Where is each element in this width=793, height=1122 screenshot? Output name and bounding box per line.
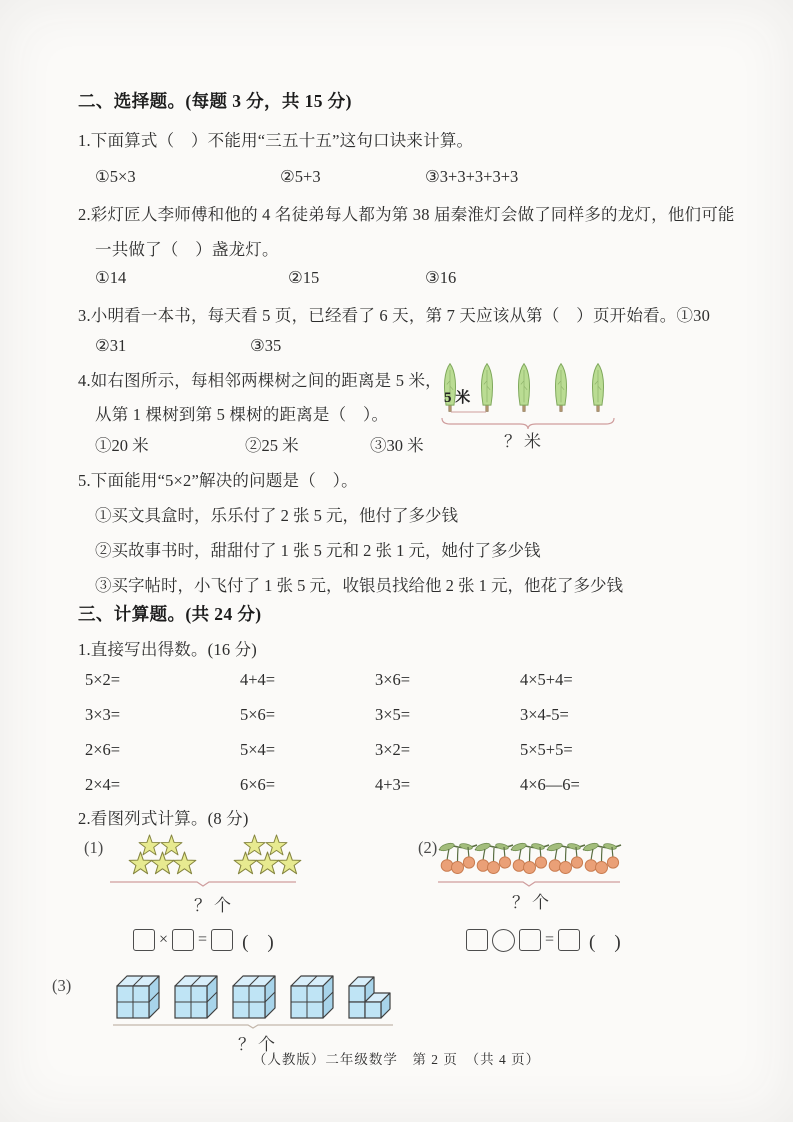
answer-box <box>211 929 233 951</box>
answer-box <box>133 929 155 951</box>
tree-icon <box>593 364 604 412</box>
direct-answers-grid <box>0 670 793 810</box>
star-icon <box>256 852 279 874</box>
fig3-label: (3) <box>52 976 72 995</box>
page-footer: （人教版）二年级数学 第 2 页 （共 4 页） <box>252 1052 541 1067</box>
star-icon <box>161 835 182 855</box>
fig1-formula <box>133 927 274 953</box>
star-icon <box>173 852 196 874</box>
answer-box <box>558 929 580 951</box>
q2-option-3: ③16 <box>425 268 457 287</box>
equals-sign: = <box>545 931 555 948</box>
picture-calc-label: 2.看图列式计算。(8 分) <box>78 809 249 828</box>
multiply-operator: × <box>159 931 169 948</box>
calc-item: 4×6—6= <box>520 775 580 794</box>
cube-blocks-figure <box>105 962 400 1028</box>
q1-option-2: ②5+3 <box>280 167 321 186</box>
q4-option-2: ②25 米 <box>245 436 299 455</box>
direct-calc-label: 1.直接写出得数。(16 分) <box>78 640 257 659</box>
star-icon <box>266 835 287 855</box>
cube-block-icon <box>291 976 333 1018</box>
tree-question-label: ？米 <box>504 432 544 451</box>
q2-text-line1: 2.彩灯匠人李师傅和他的 4 名徒弟每人都为第 38 届秦淮灯会做了同样多的龙灯，他们可能 <box>78 205 735 224</box>
tree-gap-label: 5 米 <box>444 390 471 406</box>
cherry-icon <box>511 842 549 874</box>
calc-item: 3×2= <box>375 740 411 759</box>
answer-box <box>466 929 488 951</box>
answer-box <box>519 929 541 951</box>
cherry-icon <box>475 842 513 874</box>
q2-option-1: ①14 <box>95 268 127 287</box>
fig2-label: (2) <box>418 838 438 857</box>
section-calc-heading: 三、计算题。(共 24 分) <box>78 604 262 624</box>
calc-item: 6×6= <box>240 775 276 794</box>
calc-item: 4+3= <box>375 775 411 794</box>
cube-block-icon <box>117 976 159 1018</box>
cherry-span-line <box>438 882 620 886</box>
star-icon <box>278 852 301 874</box>
fig2-formula <box>466 927 621 953</box>
unit-parentheses: ( ) <box>242 931 274 953</box>
calc-item: 4+4= <box>240 670 276 689</box>
star-icon <box>234 852 257 874</box>
section-choice-heading: 二、选择题。(每题 3 分，共 15 分) <box>78 91 352 111</box>
q4-text-line2: 从第 1 棵树到第 5 棵树的距离是（ ）。 <box>95 405 389 424</box>
q5-option-3: ③买字帖时，小飞付了 1 张 5 元，收银员找给他 2 张 1 元，他花了多少钱 <box>95 576 623 595</box>
fig3-question-label: ？个 <box>238 1035 278 1054</box>
fig2-question-label: ？个 <box>512 893 552 912</box>
fig1-question-label: ？个 <box>194 896 234 915</box>
q4-text-line1: 4.如右图所示，每相邻两棵树之间的距离是 5 米， <box>78 371 442 390</box>
operator-circle <box>492 929 515 952</box>
star-icon <box>139 835 160 855</box>
cube-span-line <box>113 1025 393 1028</box>
q3-text: 3.小明看一本书，每天看 5 页，已经看了 6 天，第 7 天应该从第（ ）页开始看。①30 <box>78 306 711 325</box>
tree-icon <box>556 364 567 412</box>
cherry-icon <box>547 842 585 874</box>
star-icon <box>244 835 265 855</box>
q5-option-2: ②买故事书时，甜甜付了 1 张 5 元和 2 张 1 元，她付了多少钱 <box>95 541 541 560</box>
tree-icon <box>519 364 530 412</box>
calc-item: 5×5+5= <box>520 740 573 759</box>
cherry-icon <box>439 842 477 874</box>
calc-item: 3×5= <box>375 705 411 724</box>
q1-option-3: ③3+3+3+3+3 <box>425 167 519 186</box>
calc-item: 4×5+4= <box>520 670 573 689</box>
q3-option-2: ②31 <box>95 336 127 355</box>
q3-option-3: ③35 <box>250 336 282 355</box>
unit-parentheses: ( ) <box>589 931 621 953</box>
q4-option-1: ①20 米 <box>95 436 149 455</box>
fig1-label: (1) <box>84 838 104 857</box>
star-span-line <box>110 882 296 886</box>
q2-text-line2: 一共做了（ ）盏龙灯。 <box>95 240 279 259</box>
calc-item: 2×6= <box>85 740 121 759</box>
q4-option-3: ③30 米 <box>370 436 424 455</box>
star-groups-figure <box>108 834 298 888</box>
cube-block-icon <box>233 976 275 1018</box>
star-icon <box>129 852 152 874</box>
q1-option-1: ①5×3 <box>95 167 136 186</box>
calc-item: 3×4-5= <box>520 705 569 724</box>
star-icon <box>151 852 174 874</box>
q5-text: 5.下面能用“5×2”解决的问题是（ ）。 <box>78 471 358 490</box>
calc-item: 3×6= <box>375 670 411 689</box>
calc-item: 5×2= <box>85 670 121 689</box>
cube-block-icon <box>175 976 217 1018</box>
calc-item: 5×6= <box>240 705 276 724</box>
cube-partial-block-icon <box>349 977 390 1018</box>
calc-item: 3×3= <box>85 705 121 724</box>
q2-option-2: ②15 <box>288 268 320 287</box>
equals-sign: = <box>198 931 208 948</box>
cherry-row-figure <box>438 839 622 889</box>
q1-text: 1.下面算式（ ）不能用“三五十五”这句口诀来计算。 <box>78 131 474 150</box>
calc-item: 2×4= <box>85 775 121 794</box>
answer-box <box>172 929 194 951</box>
calc-item: 5×4= <box>240 740 276 759</box>
cherry-icon <box>583 842 621 874</box>
tree-icon <box>482 364 493 412</box>
q5-option-1: ①买文具盒时，乐乐付了 2 张 5 元，他付了多少钱 <box>95 506 458 525</box>
